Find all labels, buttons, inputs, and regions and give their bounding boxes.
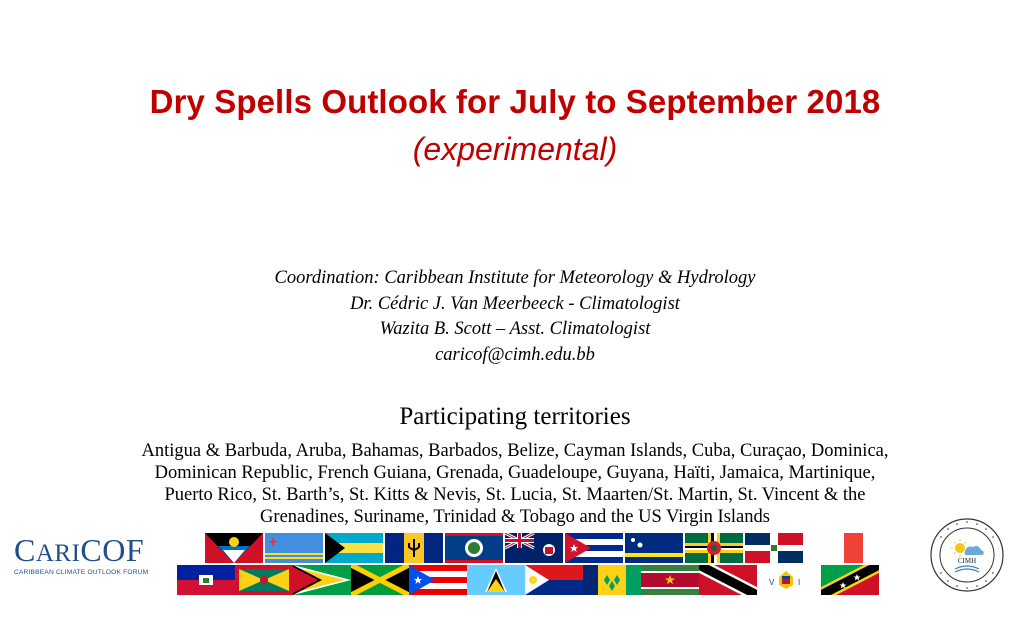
svg-text:V: V: [769, 578, 775, 587]
flag-jamaica: [351, 565, 409, 595]
flag-bahamas: [325, 533, 383, 563]
slide-subtitle: (experimental): [412, 131, 618, 167]
caricof-logo: [14, 532, 164, 577]
participating-heading: Participating territories: [399, 403, 631, 430]
territories-line: Puerto Rico, St. Barth’s, St. Kitts & Nevis, St. Lucia, St. Maarten/St. Martin, St. Vincent & the: [164, 485, 866, 505]
asst-climatologist-line: Wazita B. Scott – Asst. Climatologist: [379, 319, 651, 339]
flag-st-vincent: [583, 565, 641, 595]
coordination-line: Coordination: Caribbean Institute for Meteorology & Hydrology: [274, 268, 756, 288]
territories-list: [0, 440, 1030, 528]
territories-line: Grenadines, Suriname, Trinidad & Tobago and the US Virgin Islands: [260, 507, 770, 527]
flag-cuba: [565, 533, 623, 563]
flag-trinidad-tobago: [699, 565, 757, 595]
flag-st-kitts-nevis: [821, 565, 879, 595]
flag-puerto-rico: [409, 565, 467, 595]
flag-barbados: [385, 533, 443, 563]
flag-curacao: [625, 533, 683, 563]
flag-cayman-islands: [505, 533, 563, 563]
flags-strip: [177, 533, 857, 595]
territories-line: Dominican Republic, French Guiana, Grenada, Guadeloupe, Guyana, Haïti, Jamaica, Martinique,: [154, 463, 876, 483]
climatologist-line: Dr. Cédric J. Van Meerbeeck - Climatologist: [350, 293, 680, 314]
slide-title: Dry Spells Outlook for July to September 2018: [149, 83, 881, 120]
coordination-block: [0, 266, 1030, 368]
flag-dominica: [685, 533, 743, 563]
flag-haiti: [177, 565, 235, 595]
contact-email: caricof@cimh.edu.bb: [435, 344, 595, 365]
flag-france: [805, 533, 863, 563]
svg-text:I: I: [798, 578, 801, 587]
caricof-tagline: CARIBBEAN CLIMATE OUTLOOK FORUM: [14, 569, 149, 576]
caricof-logo-name: CARICOF: [14, 532, 145, 568]
flag-grenada: [235, 565, 293, 595]
flag-st-lucia: [467, 565, 525, 595]
flag-dominican-republic: [745, 533, 803, 563]
cimh-logo: [929, 517, 1005, 593]
cimh-label: CIMH: [957, 557, 977, 565]
flag-us-virgin-islands: [757, 565, 815, 595]
flag-antigua-barbuda: [205, 533, 263, 563]
flag-sint-maarten: [525, 565, 583, 595]
flag-suriname: [641, 565, 699, 595]
flag-guyana: [293, 565, 351, 595]
territories-line: Antigua & Barbuda, Aruba, Bahamas, Barbados, Belize, Cayman Islands, Cuba, Curaçao, Dominica,: [141, 441, 889, 461]
flag-belize: [445, 533, 503, 563]
flag-aruba: [265, 533, 323, 563]
